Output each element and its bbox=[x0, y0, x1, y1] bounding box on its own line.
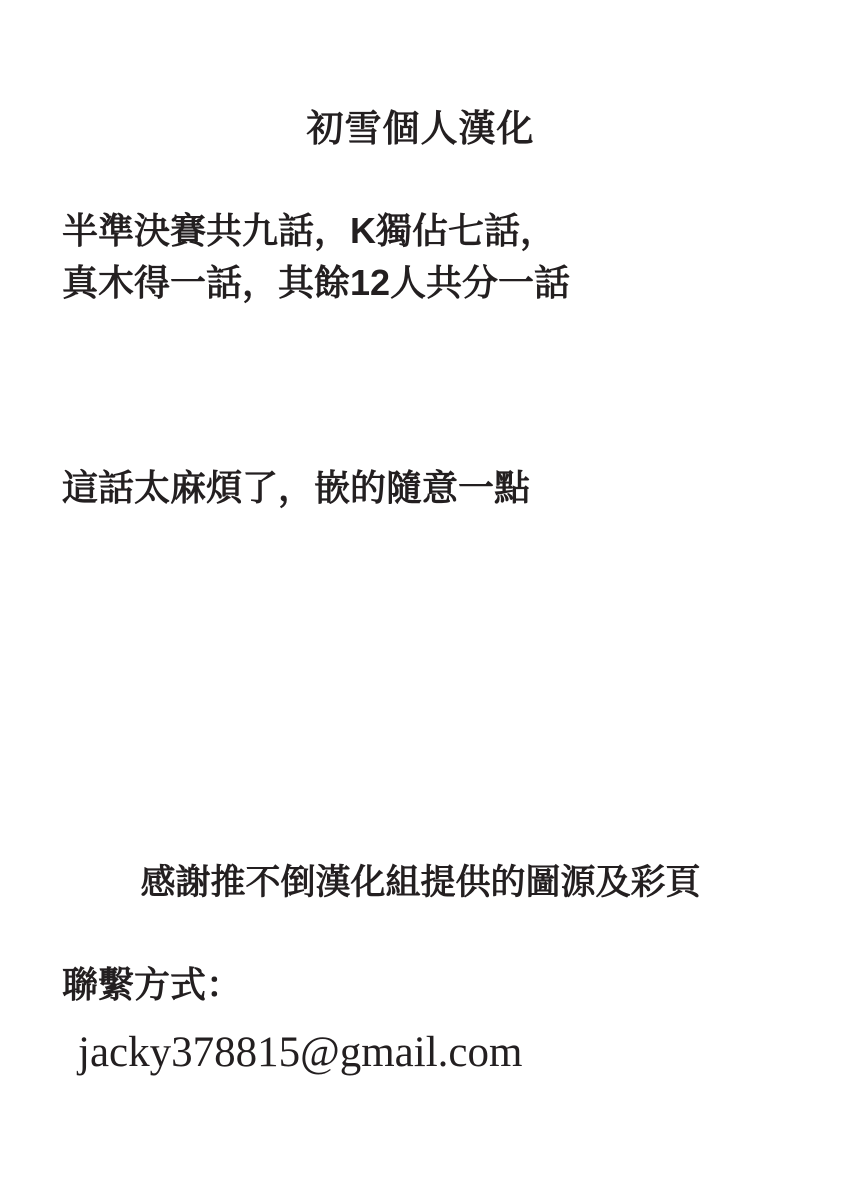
contact-email[interactable]: jacky378815@gmail.com bbox=[78, 1028, 523, 1076]
credits-block bbox=[62, 205, 792, 309]
page-title: 初雪個人漢化 bbox=[306, 108, 535, 149]
thanks-line: 感謝推不倒漢化組提供的圖源及彩頁 bbox=[140, 863, 701, 902]
contact-block bbox=[62, 962, 802, 1078]
credit-line: 半準決賽共九話，K獨佔七話， bbox=[62, 210, 556, 251]
credit-line: 真木得一話，其餘12人共分一話 bbox=[62, 262, 571, 304]
note-line: 這話太麻煩了，嵌的隨意一點 bbox=[62, 467, 531, 508]
note-block bbox=[62, 462, 792, 514]
thanks-block bbox=[0, 855, 841, 905]
contact-label: 聯繫方式： bbox=[62, 964, 243, 1005]
